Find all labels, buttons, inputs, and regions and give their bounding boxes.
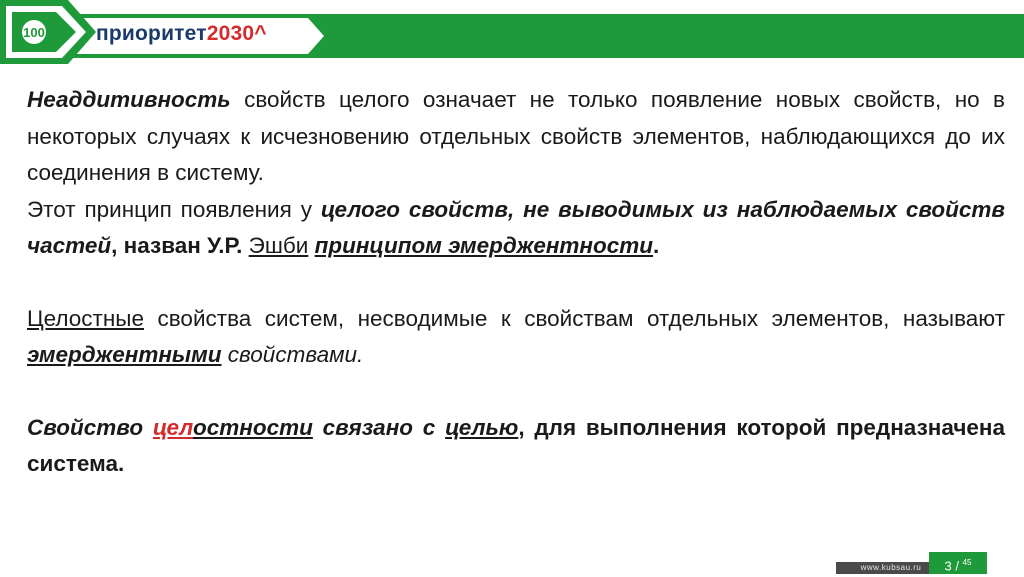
logo-number: 2030^ <box>206 22 267 45</box>
spacer <box>27 374 1005 410</box>
paragraph-nonadditivity <box>27 82 1005 192</box>
paragraph-emergence-principle <box>27 192 1005 265</box>
term-integrity-red: цел <box>152 414 193 440</box>
paragraph-text-bold-italic: Свойство <box>27 414 153 440</box>
term-nonadditivity: Неаддитивность <box>27 87 231 112</box>
term-emergence-principle: принципом эмерджентности <box>314 233 654 258</box>
priority-2030-logo <box>96 22 267 46</box>
page-total: 45 <box>962 558 972 567</box>
term-integral: Целостные <box>27 305 144 331</box>
footer-website: www.kubsau.ru <box>836 562 946 574</box>
logo-word: приоритет <box>96 22 207 45</box>
term-emergent: эмерджентными <box>27 342 222 367</box>
period: . <box>653 233 660 258</box>
paragraph-text: свойств целого означает не только появление новых свойств, но в некоторых случаях к исчезновению отдельных свойств элементов, наблюдающихся до их соединения в систему. <box>27 87 1005 185</box>
emblem-text: 100 <box>23 25 45 40</box>
comma: , назван У.Р. <box>111 233 249 258</box>
paragraph-text: свойства систем, несводимые к свойствам отдельных элементов, называют <box>143 305 1005 331</box>
slide-body <box>27 82 1005 483</box>
paragraph-text-bold: , для выполнения которой предназначена система. <box>27 414 1005 476</box>
page-current: 3 <box>944 558 952 574</box>
term-goal: целью <box>445 414 519 440</box>
spacer <box>27 265 1005 301</box>
paragraph-text-italic: свойствами. <box>221 342 364 367</box>
paragraph-integral-properties <box>27 301 1005 374</box>
paragraph-integrity <box>27 410 1005 483</box>
name-ashby: Эшби <box>248 233 309 258</box>
page-number-badge <box>929 552 987 574</box>
header-bar <box>0 0 1024 58</box>
paragraph-text-bold-italic: связано с <box>312 414 446 440</box>
page-separator: / <box>951 558 963 574</box>
university-emblem-icon <box>0 0 96 64</box>
emphasis-whole-properties: целого свойств, не выводимых из наблюдаемых свойств частей <box>27 196 1005 258</box>
term-integrity: остности <box>193 414 313 440</box>
paragraph-text: Этот принцип появления у <box>27 196 321 222</box>
